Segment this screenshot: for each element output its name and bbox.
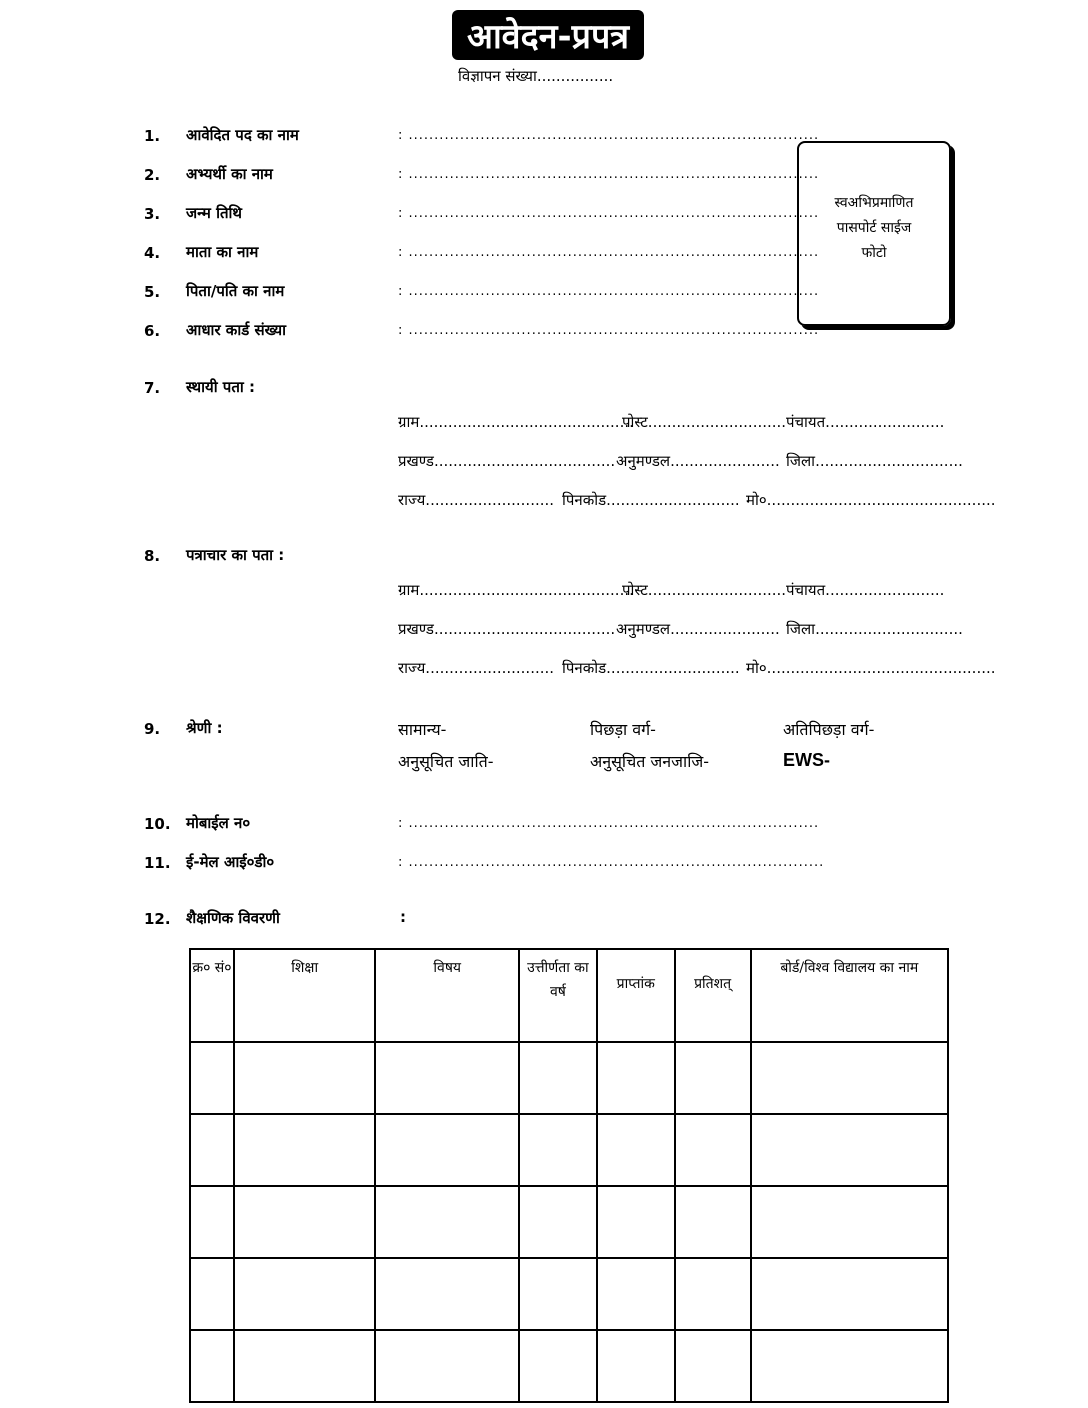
table-cell[interactable] <box>375 1330 519 1402</box>
table-cell[interactable] <box>234 1258 376 1330</box>
advertisement-number: विज्ञापन संख्या................ <box>458 67 614 85</box>
post-name-field[interactable]: : ................................................................................ <box>398 128 820 143</box>
category-label: श्रेणी : <box>186 719 223 737</box>
table-cell[interactable] <box>234 1330 376 1402</box>
col-percentage-header: प्रतिशत् <box>675 949 751 1042</box>
corr-block-field[interactable]: प्रखण्ड...................................... <box>398 620 616 638</box>
table-row <box>190 1186 948 1258</box>
table-cell[interactable] <box>519 1186 597 1258</box>
candidate-name-label: अभ्यर्थी का नाम <box>186 165 273 183</box>
perm-subdivision-field[interactable]: अनुमण्डल....................... <box>616 452 780 470</box>
field-2-number: 2. <box>144 166 161 184</box>
field-6-number: 6. <box>144 322 161 340</box>
table-header-row <box>190 949 948 1042</box>
table-cell[interactable] <box>190 1042 234 1114</box>
field-12-number: 12. <box>144 910 171 928</box>
table-cell[interactable] <box>190 1186 234 1258</box>
post-name-label: आवेदित पद का नाम <box>186 126 299 144</box>
corr-panchayat-field[interactable]: पंचायत......................... <box>786 581 945 599</box>
table-cell[interactable] <box>597 1330 675 1402</box>
mobile-label: मोबाईल न० <box>186 814 251 832</box>
table-cell[interactable] <box>751 1186 948 1258</box>
form-title: आवेदन-प्रपत्र <box>452 10 644 60</box>
col-education-header: शिक्षा <box>234 949 376 1042</box>
table-cell[interactable] <box>675 1330 751 1402</box>
table-cell[interactable] <box>751 1042 948 1114</box>
mobile-field[interactable]: : ................................................................................ <box>398 816 820 831</box>
education-table <box>189 948 949 1403</box>
table-cell[interactable] <box>234 1186 376 1258</box>
mother-name-field[interactable]: : ................................................................................ <box>398 245 820 260</box>
dob-field[interactable]: : ................................................................................ <box>398 206 820 221</box>
perm-mobile-field[interactable]: मो०................................................ <box>746 491 996 509</box>
mother-name-label: माता का नाम <box>186 243 259 261</box>
table-row <box>190 1114 948 1186</box>
perm-block-field[interactable]: प्रखण्ड...................................... <box>398 452 616 470</box>
col-passing-year-header: उत्तीर्णता का वर्ष <box>519 949 597 1042</box>
father-name-field[interactable]: : ................................................................................ <box>398 284 820 299</box>
photo-line-2: पासपोर्ट साईज <box>836 220 912 236</box>
corr-subdivision-field[interactable]: अनुमण्डल....................... <box>616 620 780 638</box>
table-cell[interactable] <box>234 1042 376 1114</box>
category-backward[interactable]: पिछड़ा वर्ग- <box>590 720 656 739</box>
corr-pincode-field[interactable]: पिनकोड............................ <box>562 659 740 677</box>
table-cell[interactable] <box>375 1042 519 1114</box>
table-cell[interactable] <box>519 1330 597 1402</box>
category-extremely-backward[interactable]: अतिपिछड़ा वर्ग- <box>783 720 875 739</box>
table-cell[interactable] <box>234 1114 376 1186</box>
field-3-number: 3. <box>144 205 161 223</box>
table-cell[interactable] <box>751 1330 948 1402</box>
table-cell[interactable] <box>519 1258 597 1330</box>
father-name-label: पिता/पति का नाम <box>186 282 285 300</box>
photo-line-3: फोटो <box>861 245 887 261</box>
table-cell[interactable] <box>190 1258 234 1330</box>
corr-mobile-field[interactable]: मो०................................................ <box>746 659 996 677</box>
table-cell[interactable] <box>190 1330 234 1402</box>
field-9-number: 9. <box>144 720 161 738</box>
field-8-number: 8. <box>144 547 161 565</box>
photo-line-1: स्वअभिप्रमाणित <box>834 195 914 211</box>
corr-post-field[interactable]: पोस्ट............................. <box>622 581 787 599</box>
table-cell[interactable] <box>597 1258 675 1330</box>
table-cell[interactable] <box>375 1114 519 1186</box>
education-colon: : <box>400 908 406 926</box>
permanent-address-label: स्थायी पता : <box>186 378 255 396</box>
field-4-number: 4. <box>144 244 161 262</box>
perm-panchayat-field[interactable]: पंचायत......................... <box>786 413 945 431</box>
photo-instructions <box>799 191 949 266</box>
table-row <box>190 1042 948 1114</box>
table-row <box>190 1258 948 1330</box>
field-5-number: 5. <box>144 283 161 301</box>
table-cell[interactable] <box>519 1114 597 1186</box>
photo-box[interactable] <box>797 141 951 326</box>
email-field[interactable]: : ................................................................................. <box>398 855 825 870</box>
table-cell[interactable] <box>751 1114 948 1186</box>
table-cell[interactable] <box>375 1258 519 1330</box>
perm-post-field[interactable]: पोस्ट............................. <box>622 413 787 431</box>
table-cell[interactable] <box>675 1114 751 1186</box>
perm-village-field[interactable]: ग्राम............................................. <box>398 413 634 431</box>
table-cell[interactable] <box>190 1114 234 1186</box>
col-serial-header: क्र० सं० <box>190 949 234 1042</box>
corr-district-field[interactable]: जिला............................... <box>786 620 963 638</box>
candidate-name-field[interactable]: : ................................................................................ <box>398 167 820 182</box>
table-cell[interactable] <box>675 1042 751 1114</box>
email-label: ई-मेल आई०डी० <box>186 853 275 871</box>
category-ews[interactable]: EWS- <box>783 750 830 770</box>
perm-pincode-field[interactable]: पिनकोड............................ <box>562 491 740 509</box>
perm-state-field[interactable]: राज्य........................... <box>398 491 555 509</box>
correspondence-address-label: पत्राचार का पता : <box>186 546 285 564</box>
table-cell[interactable] <box>675 1258 751 1330</box>
col-marks-header: प्राप्तांक <box>597 949 675 1042</box>
category-st[interactable]: अनुसूचित जनजाजि- <box>590 752 709 771</box>
category-sc[interactable]: अनुसूचित जाति- <box>398 752 494 771</box>
table-cell[interactable] <box>597 1042 675 1114</box>
field-10-number: 10. <box>144 815 171 833</box>
col-subject-header: विषय <box>375 949 519 1042</box>
col-board-header: बोर्ड/विश्व विद्यालय का नाम <box>751 949 948 1042</box>
table-cell[interactable] <box>597 1186 675 1258</box>
aadhaar-field[interactable]: : ................................................................................ <box>398 323 820 338</box>
table-cell[interactable] <box>519 1042 597 1114</box>
corr-village-field[interactable]: ग्राम............................................. <box>398 581 634 599</box>
field-1-number: 1. <box>144 127 161 145</box>
perm-district-field[interactable]: जिला............................... <box>786 452 963 470</box>
education-label: शैक्षणिक विवरणी <box>186 909 280 927</box>
table-cell[interactable] <box>675 1186 751 1258</box>
corr-state-field[interactable]: राज्य........................... <box>398 659 555 677</box>
field-7-number: 7. <box>144 379 161 397</box>
table-cell[interactable] <box>375 1186 519 1258</box>
aadhaar-label: आधार कार्ड संख्या <box>186 321 286 339</box>
table-cell[interactable] <box>751 1258 948 1330</box>
table-row <box>190 1330 948 1402</box>
field-11-number: 11. <box>144 854 171 872</box>
category-general[interactable]: सामान्य- <box>398 720 447 739</box>
dob-label: जन्म तिथि <box>186 204 242 222</box>
table-cell[interactable] <box>597 1114 675 1186</box>
